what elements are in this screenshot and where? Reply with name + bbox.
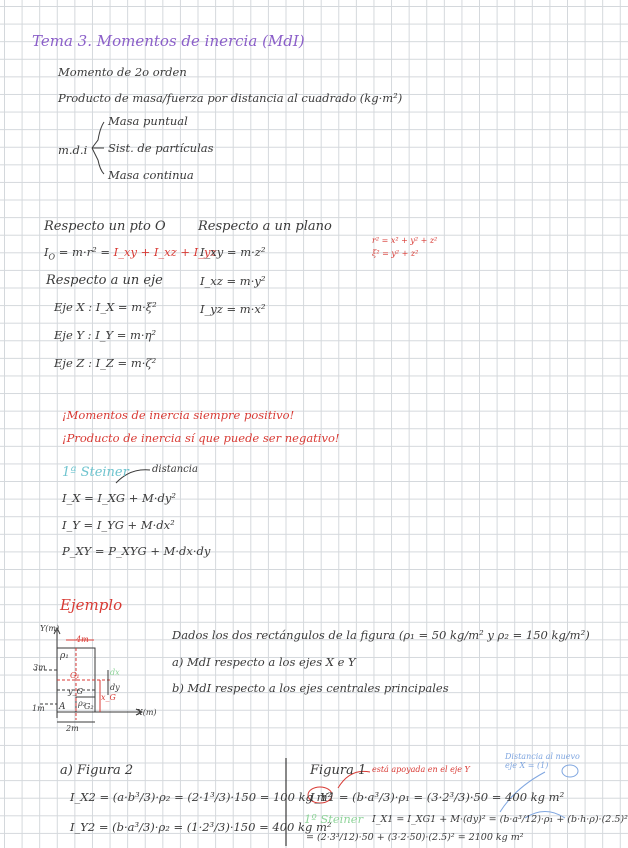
page-title: Tema 3. Momentos de inercia (MdI) (32, 32, 305, 50)
ejemplo-statement: Dados los dos rectángulos de la figura (ρ₁ = 50 kg/m² y ρ₂ = 150 kg/m²) (172, 628, 590, 642)
fig-rho2-label: ρ₂ (78, 699, 86, 708)
respecto-punto-heading: Respecto un pto O (44, 219, 166, 234)
fig-3m-label: 3m (33, 663, 46, 672)
mdi-branch-3: Masa continua (108, 168, 194, 182)
mdi-branch-2: Sist. de partículas (108, 141, 214, 155)
fig-rho1-label: ρ₁ (60, 651, 69, 661)
figura1-note: está apoyada en el eje Y (372, 765, 470, 774)
fig-g2-label: G₂ (84, 702, 94, 711)
intro-line-2: Producto de masa/fuerza por distancia al cuadrado (kg·m²) (58, 91, 403, 105)
figura1-heading: Figura 1 (310, 763, 367, 778)
warning-1: ¡Momentos de inercia siempre positivo! (62, 408, 295, 422)
mdi-root: m.d.i (58, 143, 88, 157)
side-note-1: r² = x² + y² + z² (372, 236, 438, 245)
formula-rest: = m·r² = (55, 245, 114, 259)
mdi-tree-branches (92, 122, 104, 174)
respecto-punto-formula (44, 247, 217, 261)
respecto-eje-heading: Respecto a un eje (46, 273, 163, 288)
plano-line-3: I_yz = m·x² (200, 302, 266, 316)
eje-line-x: Eje X : I_X = m·ξ² (54, 300, 157, 314)
fig-2m-label: 2m (66, 724, 79, 733)
respecto-plano-heading: Respecto a un plano (198, 219, 332, 234)
fig-4m-label: 4m (76, 635, 89, 644)
plano-line-2: I_xz = m·y² (200, 274, 266, 288)
eje-line-y: Eje Y : I_Y = m·η² (54, 328, 157, 342)
figura1-result: = (2·3³/12)·50 + (3·2·50)·(2.5)² = 2100 kg m² (306, 832, 524, 843)
figura1-steiner-label: 1º Steiner (304, 812, 364, 826)
figura1-line-1: I_Y1 = (b·a³/3)·ρ₁ = (3·2³/3)·50 = 400 kg m² (310, 790, 565, 804)
steiner-distancia: distancia (152, 464, 198, 475)
fig-dx-label: dx (110, 668, 120, 677)
formula-subscript: O (48, 252, 56, 262)
fig-g1-label: G₁ (70, 671, 80, 680)
mdi-branch-1: Masa puntual (108, 114, 188, 128)
fig-x-axis-label: X(m) (137, 708, 157, 717)
fig-point-a: A (59, 702, 66, 712)
fig-dy-label: dy (110, 683, 120, 692)
side-note-2: ξ² = y² + z² (372, 249, 419, 258)
figura1-blue-note: Distancia al nuevo eje X = (1) (505, 752, 580, 771)
fig-1m-label: 1m (32, 704, 45, 713)
formula-red-part: I_xy + I_xz + I_yz (113, 245, 217, 259)
figura1-steiner-line: I_X1 = I_XG1 + M·(dy)² = (b·a³/12)·ρ₁ + (b·h·ρ)·(2.5)² (372, 814, 628, 825)
steiner-line-3: P_XY = P_XYG + M·dx·dy (62, 544, 211, 558)
ejemplo-item-b: b) MdI respecto a los ejes centrales principales (172, 681, 449, 695)
intro-line-1: Momento de 2o orden (58, 65, 187, 79)
figura2-heading: a) Figura 2 (60, 763, 134, 778)
ejemplo-item-a: a) MdI respecto a los ejes X e Y (172, 655, 356, 669)
ejemplo-heading: Ejemplo (60, 596, 123, 614)
fig-y-axis-label: Y(m) (40, 624, 60, 633)
figura2-line-2: I_Y2 = (b·a³/3)·ρ₂ = (1·2³/3)·150 = 400 kg m² (70, 820, 332, 834)
fig-yg-label: y_G (68, 687, 83, 696)
eje-line-z: Eje Z : I_Z = m·ζ² (54, 356, 157, 370)
fig-xg-label: x_G (101, 693, 116, 702)
plano-line-1: I_xy = m·z² (200, 245, 266, 259)
figura2-line-1: I_X2 = (a·b³/3)·ρ₂ = (2·1³/3)·150 = 100 kg m² (70, 790, 333, 804)
formula-symbol: I (44, 245, 49, 259)
warning-2: ¡Producto de inercia sí que puede ser negativo! (62, 431, 340, 445)
steiner-line-1: I_X = I_XG + M·dy² (62, 491, 176, 505)
steiner-line-2: I_Y = I_YG + M·dx² (62, 518, 175, 532)
steiner-heading: 1ª Steiner (62, 465, 129, 480)
